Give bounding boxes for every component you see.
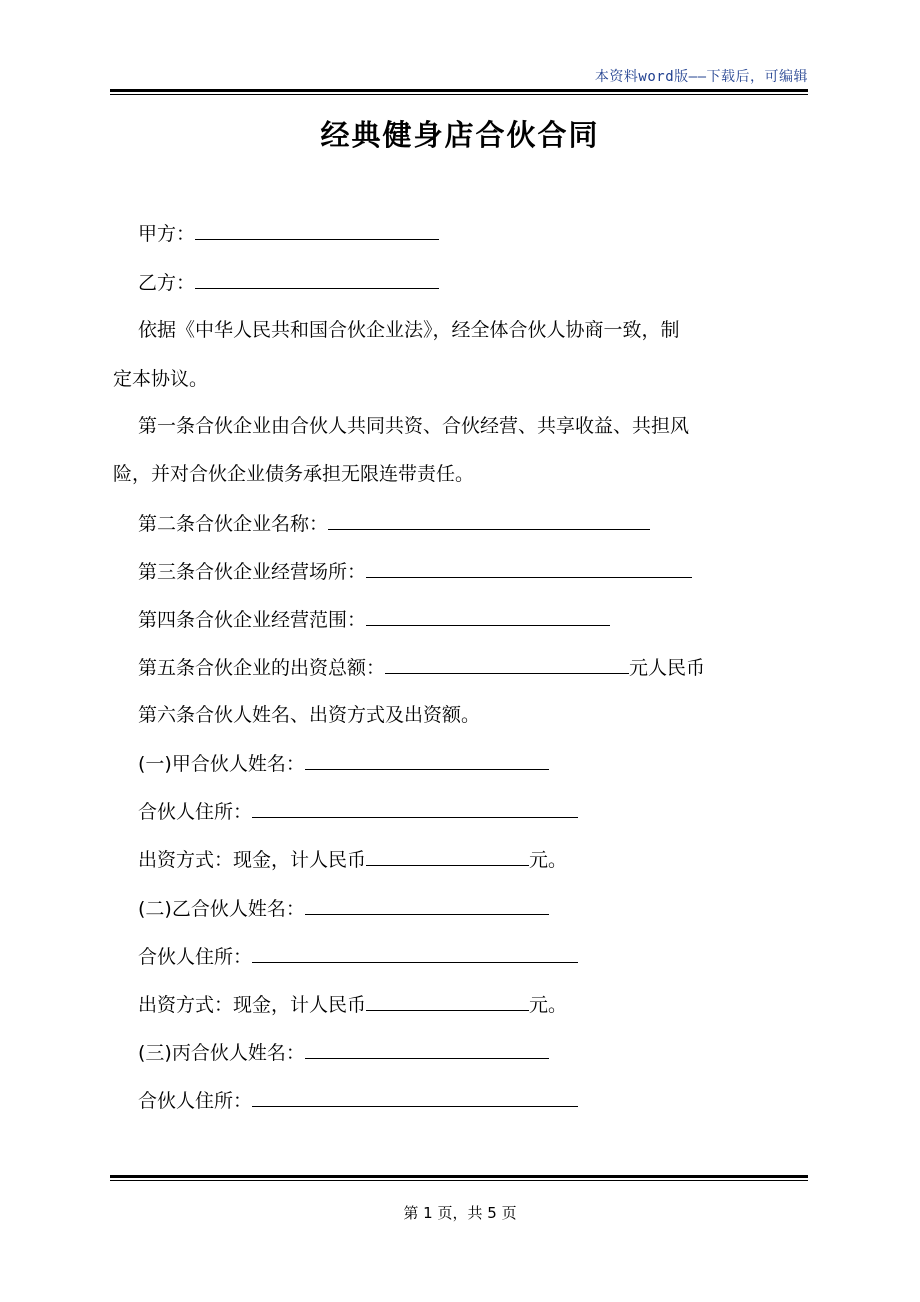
article-5-blank bbox=[385, 655, 629, 674]
party-a-line bbox=[138, 221, 439, 246]
partner-2-payment-blank bbox=[366, 992, 529, 1011]
partner-1-payment-suffix: 元。 bbox=[529, 849, 568, 871]
partner-2-payment-label: 出资方式：现金，计人民币 bbox=[138, 994, 367, 1016]
footer-rule-thin bbox=[110, 1180, 808, 1181]
article-3-blank bbox=[366, 559, 692, 578]
article-1-line-2: 险，并对合伙企业债务承担无限连带责任。 bbox=[113, 463, 475, 485]
partner-1-name-label: (一)甲合伙人姓名： bbox=[138, 753, 305, 775]
article-4-line bbox=[138, 607, 610, 632]
partner-3-name-label: (三)丙合伙人姓名： bbox=[138, 1042, 305, 1064]
article-4-blank bbox=[366, 607, 610, 626]
article-2-label: 第二条合伙企业名称： bbox=[138, 513, 329, 535]
header-note: 本资料word版——下载后，可编辑 bbox=[594, 69, 808, 85]
article-3-label: 第三条合伙企业经营场所： bbox=[138, 561, 367, 583]
partner-2-name-blank bbox=[305, 896, 549, 915]
article-5-line bbox=[138, 655, 705, 680]
document-title: 经典健身店合伙合同 bbox=[320, 118, 600, 152]
partner-2-address-blank bbox=[252, 944, 578, 963]
partner-3-address-line bbox=[138, 1088, 578, 1113]
page-number: 第 1 页，共 5 页 bbox=[403, 1204, 517, 1222]
partner-3-name-line bbox=[138, 1040, 549, 1065]
partner-2-payment-line bbox=[138, 992, 567, 1017]
partner-1-address-label: 合伙人住所： bbox=[138, 801, 253, 823]
party-b-blank bbox=[195, 270, 439, 289]
partner-1-name-line bbox=[138, 751, 549, 776]
partner-1-address-blank bbox=[252, 799, 578, 818]
article-2-line bbox=[138, 511, 650, 536]
article-4-label: 第四条合伙企业经营范围： bbox=[138, 609, 367, 631]
partner-2-payment-suffix: 元。 bbox=[529, 994, 568, 1016]
partner-1-name-blank bbox=[305, 751, 549, 770]
article-3-line bbox=[138, 559, 692, 584]
partner-3-address-label: 合伙人住所： bbox=[138, 1090, 253, 1112]
article-6-line: 第六条合伙人姓名、出资方式及出资额。 bbox=[138, 704, 481, 726]
partner-1-payment-label: 出资方式：现金，计人民币 bbox=[138, 849, 367, 871]
header-rule-thick bbox=[110, 89, 808, 92]
partner-1-address-line bbox=[138, 799, 578, 824]
article-2-blank bbox=[328, 511, 650, 530]
article-1-line-1: 第一条合伙企业由合伙人共同共资、合伙经营、共享收益、共担风 bbox=[138, 415, 690, 437]
footer-rule-thick bbox=[110, 1175, 808, 1178]
partner-3-name-blank bbox=[305, 1040, 549, 1059]
partner-2-name-label: (二)乙合伙人姓名： bbox=[138, 898, 305, 920]
partner-2-address-label: 合伙人住所： bbox=[138, 946, 253, 968]
basis-line-1: 依据《中华人民共和国合伙企业法》，经全体合伙人协商一致，制 bbox=[138, 319, 680, 341]
party-a-label: 甲方： bbox=[138, 223, 196, 245]
partner-2-name-line bbox=[138, 896, 549, 921]
party-b-label: 乙方： bbox=[138, 272, 196, 294]
partner-3-address-blank bbox=[252, 1088, 578, 1107]
basis-line-2: 定本协议。 bbox=[113, 368, 209, 390]
partner-1-payment-blank bbox=[366, 847, 529, 866]
article-5-suffix: 元人民币 bbox=[629, 657, 706, 679]
header-rule-thin bbox=[110, 94, 808, 95]
partner-1-payment-line bbox=[138, 847, 567, 872]
article-5-label: 第五条合伙企业的出资总额： bbox=[138, 657, 386, 679]
party-a-blank bbox=[195, 221, 439, 240]
party-b-line bbox=[138, 270, 439, 295]
partner-2-address-line bbox=[138, 944, 578, 969]
